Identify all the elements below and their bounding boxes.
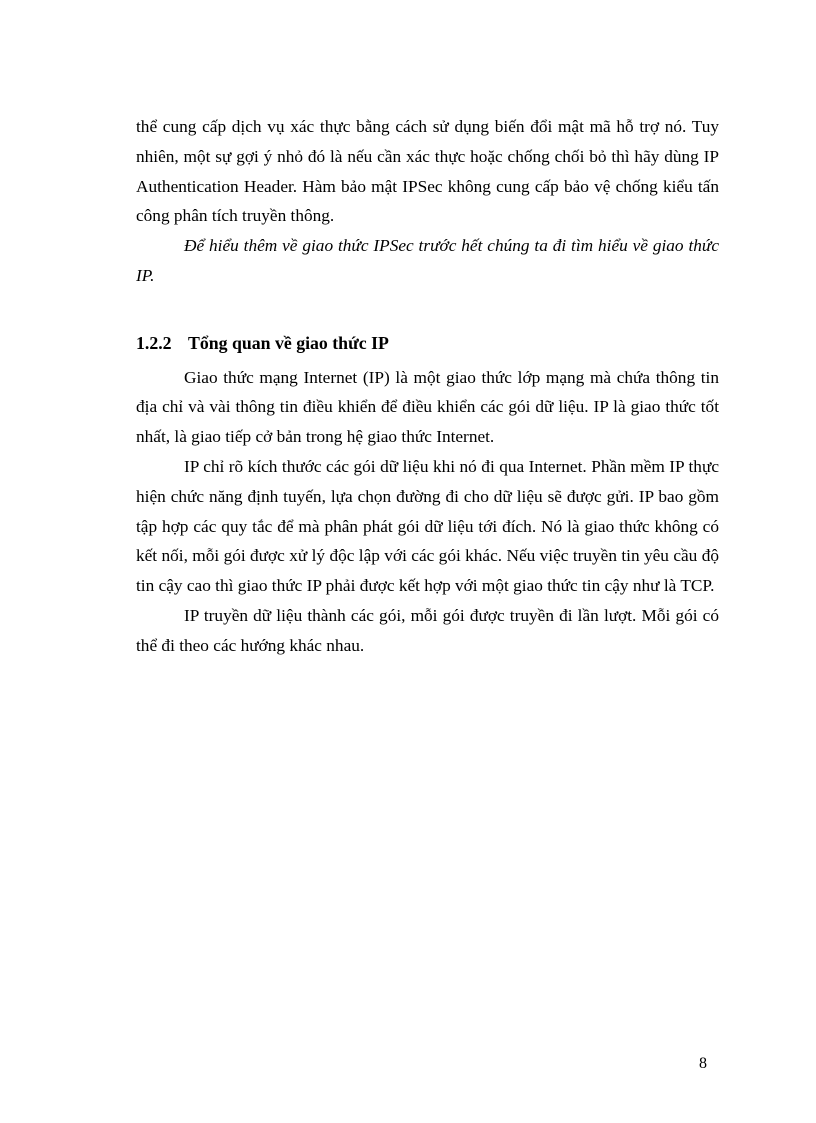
section-heading	[136, 329, 719, 359]
body-paragraph: IP truyền dữ liệu thành các gói, mỗi gói được truyền đi lần lượt. Mỗi gói có thể đi theo các hướng khác nhau.	[136, 605, 719, 655]
body-paragraph: Giao thức mạng Internet (IP) là một giao thức lớp mạng mà chứa thông tin địa chỉ và vài thông tin điều khiển để điều khiển các gói dữ liệu. IP là giao thức tốt nhất, là giao tiếp cở bản trong hệ giao thức Internet.	[136, 367, 719, 447]
body-paragraph: IP chỉ rõ kích thước các gói dữ liệu khi nó đi qua Internet. Phần mềm IP thực hiện chức năng định tuyến, lựa chọn đường đi cho dữ liệu sẽ được gửi. IP bao gồm tập hợp các quy tắc để mà phân phát gói dữ liệu tới đích. Nó là giao thức không có kết nối, mỗi gói được xử lý độc lập với các gói khác. Nếu việc truyền tin yêu cầu độ tin cậy cao thì giao thức IP phải được kết hợp với một giao thức tin cậy như là TCP.	[136, 456, 719, 596]
italic-paragraph: Để hiểu thêm về giao thức IPSec trước hết chúng ta đi tìm hiểu về giao thức IP.	[136, 236, 719, 285]
page-number: 8	[699, 1055, 707, 1072]
section-title: Tổng quan về giao thức IP	[188, 332, 389, 353]
intro-paragraph: thể cung cấp dịch vụ xác thực bằng cách sử dụng biến đổi mật mã hỗ trợ nó. Tuy nhiên, một sự gợi ý nhỏ đó là nếu cần xác thực hoặc chống chối bỏ thì hãy dùng IP Authentication Header. Hàm bảo mật IPSec không cung cấp bảo vệ chống kiểu tấn công phân tích truyền thông.	[136, 117, 719, 226]
section-number: 1.2.2	[136, 332, 172, 353]
document-body	[136, 112, 719, 661]
